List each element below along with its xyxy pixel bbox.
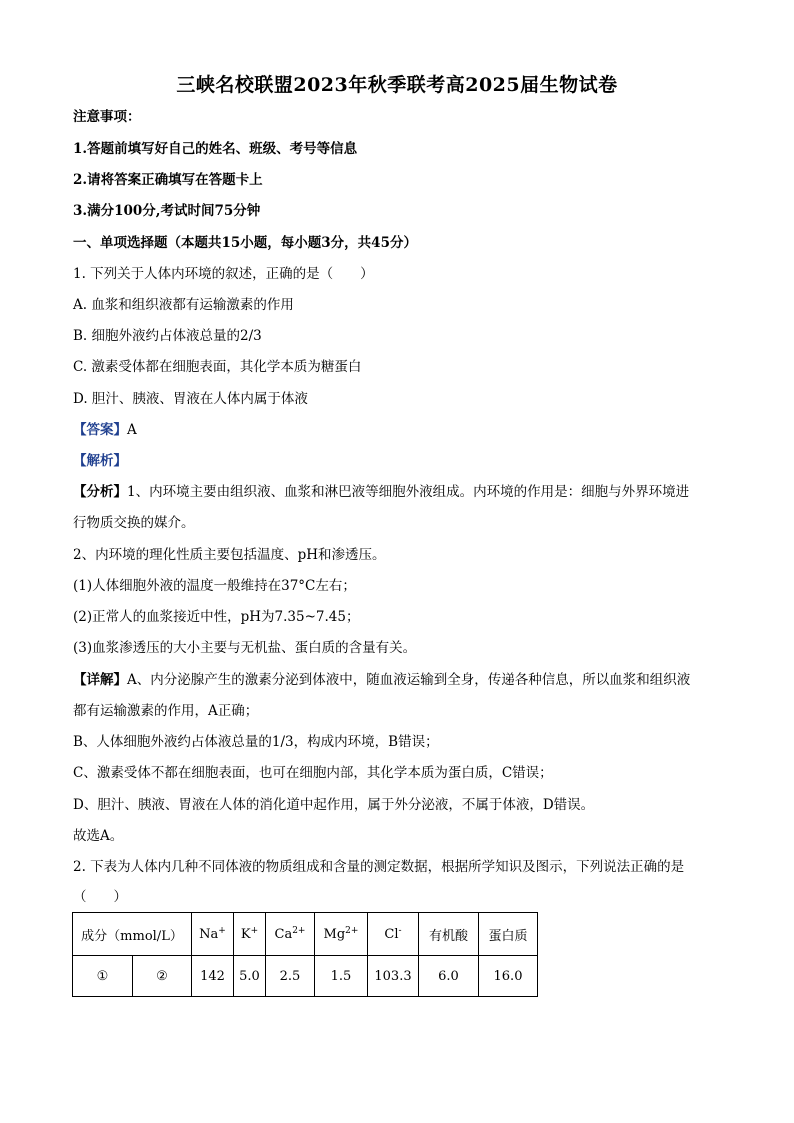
table-header-cell: 蛋白质 [479, 913, 538, 956]
detail-line [73, 670, 723, 690]
notice-heading: 注意事项： [73, 109, 141, 125]
analysis-line: 2、内环境的理化性质主要包括温度、pH和渗透压。 [73, 547, 386, 563]
analysis-line [73, 482, 723, 502]
analysis-line: (2)正常人的血浆接近中性，pH为7.35~7.45； [73, 609, 360, 625]
fenxi-tag: 【分析】 [73, 484, 127, 500]
detail-line: B、人体细胞外液约占体液总量的1/3，构成内环境，B错误； [73, 734, 439, 750]
question-stem: （ ） [73, 889, 127, 905]
analysis-text: 1、内环境主要由组织液、血浆和淋巴液等细胞外液组成。内环境的作用是：细胞与外界环境进 [127, 484, 690, 500]
table-cell: 6.0 [419, 956, 479, 997]
table-cell: ② [133, 956, 192, 997]
analysis-line: (1)人体细胞外液的温度一般维持在37°C左右； [73, 578, 356, 594]
table-cell: 103.3 [368, 956, 419, 997]
notice-item: 2.请将答案正确填写在答题卡上 [73, 172, 263, 188]
table-cell: 142 [192, 956, 234, 997]
table-header-cell: Cl- [368, 913, 419, 956]
analysis-line: 行物质交换的媒介。 [73, 515, 195, 531]
analysis-tag: 【解析】 [73, 453, 127, 469]
table-cell: 1.5 [315, 956, 368, 997]
answer-tag: 【答案】 [73, 422, 127, 438]
notice-item: 3.满分100分,考试时间75分钟 [73, 203, 261, 219]
detail-line: 都有运输激素的作用，A正确； [73, 703, 259, 719]
composition-table [72, 912, 538, 997]
table-header-cell: 有机酸 [419, 913, 479, 956]
question-stem: 2. 下表为人体内几种不同体液的物质组成和含量的测定数据，根据所学知识及图示，下列说法正确的是 [73, 859, 685, 875]
table-header-cell: $Mg^{2+}$ [315, 913, 368, 956]
table-header-row [73, 913, 538, 956]
detail-line: 故选A。 [73, 828, 124, 844]
option-b: B. 细胞外液约占体液总量的2/3 [73, 328, 262, 344]
table-cell: 2.5 [266, 956, 315, 997]
section-heading: 一、单项选择题（本题共15小题，每小题3分，共45分） [73, 235, 417, 251]
table-cell: 16.0 [479, 956, 538, 997]
notice-item: 1.答题前填写好自己的姓名、班级、考号等信息 [73, 141, 358, 157]
table-cell: 5.0 [234, 956, 266, 997]
detail-line: D、胆汁、胰液、胃液在人体的消化道中起作用，属于外分泌液，不属于体液，D错误。 [73, 797, 595, 813]
table-header-cell: 成分（mmol/L） [73, 913, 192, 956]
xiangjie-tag: 【详解】 [73, 672, 127, 688]
option-d: D. 胆汁、胰液、胃液在人体内属于体液 [73, 391, 308, 407]
table-header-cell: K+ [234, 913, 266, 956]
table-cell: ① [73, 956, 133, 997]
analysis-line: (3)血浆渗透压的大小主要与无机盐、蛋白质的含量有关。 [73, 640, 417, 656]
detail-text: A、内分泌腺产生的激素分泌到体液中，随血液运输到全身，传递各种信息，所以血浆和组织液 [127, 672, 691, 688]
table-row [73, 956, 538, 997]
table-header-cell: $Ca^{2+}$ [266, 913, 315, 956]
page-title: 三峡名校联盟2023年秋季联考高2025届生物试卷 [176, 74, 618, 96]
answer-value: A [127, 422, 137, 438]
table-header-cell: Na+ [192, 913, 234, 956]
option-c: C. 激素受体都在细胞表面，其化学本质为糖蛋白 [73, 359, 362, 375]
question-stem: 1. 下列关于人体内环境的叙述，正确的是（ ） [73, 266, 374, 282]
detail-line: C、激素受体不都在细胞表面，也可在细胞内部，其化学本质为蛋白质，C错误； [73, 765, 553, 781]
option-a: A. 血浆和组织液都有运输激素的作用 [73, 297, 294, 313]
answer-line [73, 420, 723, 440]
